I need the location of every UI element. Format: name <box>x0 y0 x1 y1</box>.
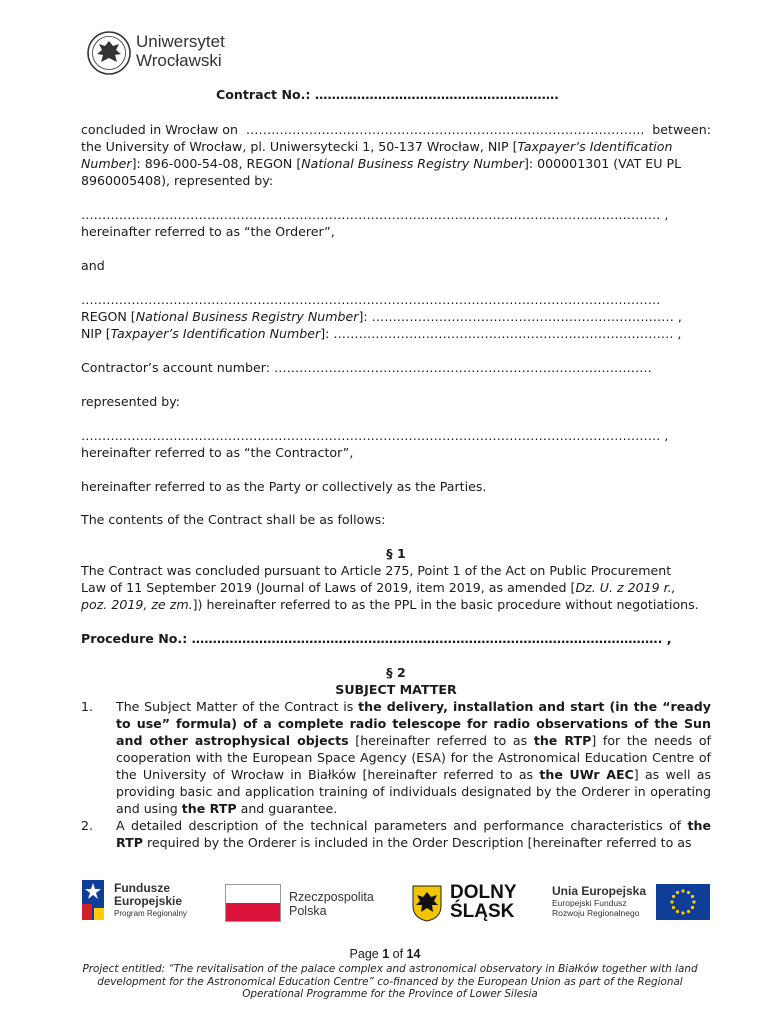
registry-label: National Business Registry Number <box>301 156 524 171</box>
ue-line-3: Rozwoju Regionalnego <box>552 908 640 918</box>
section-1-italic-2: poz. 2019, ze zm. <box>81 597 193 612</box>
item-bold-text: the RTP <box>533 733 592 748</box>
number-label: Number <box>81 156 132 171</box>
nip-regon-text: ]: 896-000-54-08, REGON [ <box>131 156 302 171</box>
dolny-slask-logo <box>410 882 525 924</box>
contractor-dots: ………………………………………………………………………………………………………………………… , <box>81 428 669 443</box>
item-bold-text: the RTP <box>181 801 237 816</box>
account-number-line: Contractor’s account number: ……………………………………………………………………………… <box>81 360 652 375</box>
fe-line-1: Fundusze <box>114 881 170 895</box>
section-1-line-2: Law of 11 September 2019 (Journal of Laws of 2019, item 2019, as amended [ <box>81 580 576 595</box>
section-1 <box>81 545 711 613</box>
list-item <box>81 698 711 817</box>
contractor-details <box>81 291 711 342</box>
item-text: required by the Orderer is included in the Order Description [hereinafter referred to as <box>142 835 692 850</box>
item-text: and guarantee. <box>236 801 338 816</box>
section-1-heading: § 1 <box>386 546 406 561</box>
concluded-dots: ………………………………………………………………………………….. <box>245 122 645 137</box>
section-2 <box>81 664 711 851</box>
nip-label: NIP [ <box>81 326 111 341</box>
list-item <box>81 817 711 851</box>
contract-title <box>216 86 559 103</box>
logo-line-1: Uniwersytet <box>136 32 225 51</box>
item-text: The Subject Matter of the Contract is <box>116 699 359 714</box>
page-current: 1 <box>382 947 390 961</box>
contractor-name-dots: ………………………………………………………………………………………………………………………… <box>81 292 661 307</box>
regon-italic: National Business Registry Number <box>135 309 359 324</box>
item-text: A detailed description of the technical parameters and performance characteristics of <box>116 818 688 833</box>
page-label: Page <box>349 947 383 961</box>
contract-title-dots: …………………………………………………. <box>314 87 559 102</box>
ue-line-2: Europejski Fundusz <box>552 898 627 908</box>
fe-line-3: Program Regionalny <box>114 909 187 918</box>
ds-line-1: DOLNY <box>450 882 517 903</box>
item-text: ] as well as providing basic and application training of individuals designated by the Orderer in operating and using <box>116 767 712 816</box>
section-1-line-3: ]) hereinafter referred to as the PPL in the basic procedure without negotiations. <box>192 597 699 612</box>
procedure-line <box>81 630 711 647</box>
contract-title-label: Contract No.: <box>216 87 311 102</box>
university-seal-icon <box>86 30 132 76</box>
regon-label: REGON [ <box>81 309 136 324</box>
parties-line: hereinafter referred to as the Party or collectively as the Parties. <box>81 479 487 494</box>
page-of: of <box>389 947 407 961</box>
list-item-number: 2. <box>81 818 94 833</box>
fe-star-flag-icon <box>80 878 108 922</box>
and-text: and <box>81 258 105 273</box>
university-logo <box>86 30 236 76</box>
rp-line-2: Polska <box>289 904 327 918</box>
project-note: Project entitled: “The revitalisation of the palace complex and astronomical observatory in Białków together with land development for the Astronomical Education Centre” co-financed by the European Union as part of the Regional Operational Programme for the Province of Lower Silesia <box>82 963 698 1000</box>
procedure-dots: …………………………………………………………………………………………………. , <box>191 631 672 646</box>
polish-flag-icon <box>225 884 281 922</box>
university-address: the University of Wrocław, pl. Uniwersytecki 1, 50-137 Wrocław, NIP [ <box>81 139 518 154</box>
section-1-italic-1: Dz. U. z 2019 r., <box>575 580 676 595</box>
page-total: 14 <box>406 947 421 961</box>
concluded-text: concluded in Wrocław on <box>81 122 238 137</box>
section-2-heading: § 2 <box>386 665 406 680</box>
item-bold-text: the RTP <box>116 818 711 850</box>
orderer-block <box>81 206 711 240</box>
nip-dots: ]: ……………………………………………………………………… , <box>320 326 682 341</box>
between-text: between: <box>652 122 711 137</box>
lower-silesia-eagle-icon <box>410 884 444 922</box>
represented-by-label: represented by: <box>81 394 181 409</box>
rp-line-1: Rzeczpospolita <box>289 890 374 904</box>
section-2-list <box>81 698 711 851</box>
contents-line: The contents of the Contract shall be as follows: <box>81 512 386 527</box>
concluded-paragraph <box>81 121 711 189</box>
unia-europejska-logo <box>552 882 712 924</box>
regon-dots: ]: ……………………………………………………………… , <box>358 309 682 324</box>
rzeczpospolita-polska-logo <box>225 882 385 924</box>
list-item-number: 1. <box>81 699 94 714</box>
contractor-label: hereinafter referred to as “the Contractor”, <box>81 445 354 460</box>
contractor-block <box>81 427 711 461</box>
item-text: ] for the needs of cooperation with the European Space Agency (ESA) for the Astronomical Education Centre of the University of Wrocław in Białków [hereinafter referred to as <box>116 733 711 782</box>
orderer-dots: ………………………………………………………………………………………………………………………… , <box>81 207 669 222</box>
eu-flag-icon <box>656 884 710 920</box>
represented-by-text: 8960005408), represented by: <box>81 173 274 188</box>
section-2-subheading: SUBJECT MATTER <box>335 682 457 697</box>
logo-line-2: Wrocławski <box>136 51 222 70</box>
orderer-label: hereinafter referred to as “the Orderer”, <box>81 224 335 239</box>
ue-line-1: Unia Europejska <box>552 884 647 898</box>
regon-vat-text: ]: 000001301 (VAT EU PL <box>523 156 682 171</box>
item-text: [hereinafter referred to as <box>348 733 534 748</box>
ds-line-2: ŚLĄSK <box>450 901 515 922</box>
item-bold-text: the UWr AEC <box>539 767 634 782</box>
procedure-label: Procedure No.: <box>81 631 188 646</box>
fe-line-2: Europejskie <box>114 894 183 908</box>
page-number <box>0 946 770 963</box>
item-bold-text: the delivery, installation and start (in the “ready to use” formula) of a complete radio telescope for radio observations of the Sun and other astrophysical objects <box>116 699 712 748</box>
section-1-line-1: The Contract was concluded pursuant to Article 275, Point 1 of the Act on Public Procurement <box>81 563 672 578</box>
taxpayer-id-label: Taxpayer’s Identification <box>517 139 673 154</box>
fundusze-europejskie-logo <box>80 878 200 924</box>
nip-italic: Taxpayer’s Identification Number <box>110 326 321 341</box>
